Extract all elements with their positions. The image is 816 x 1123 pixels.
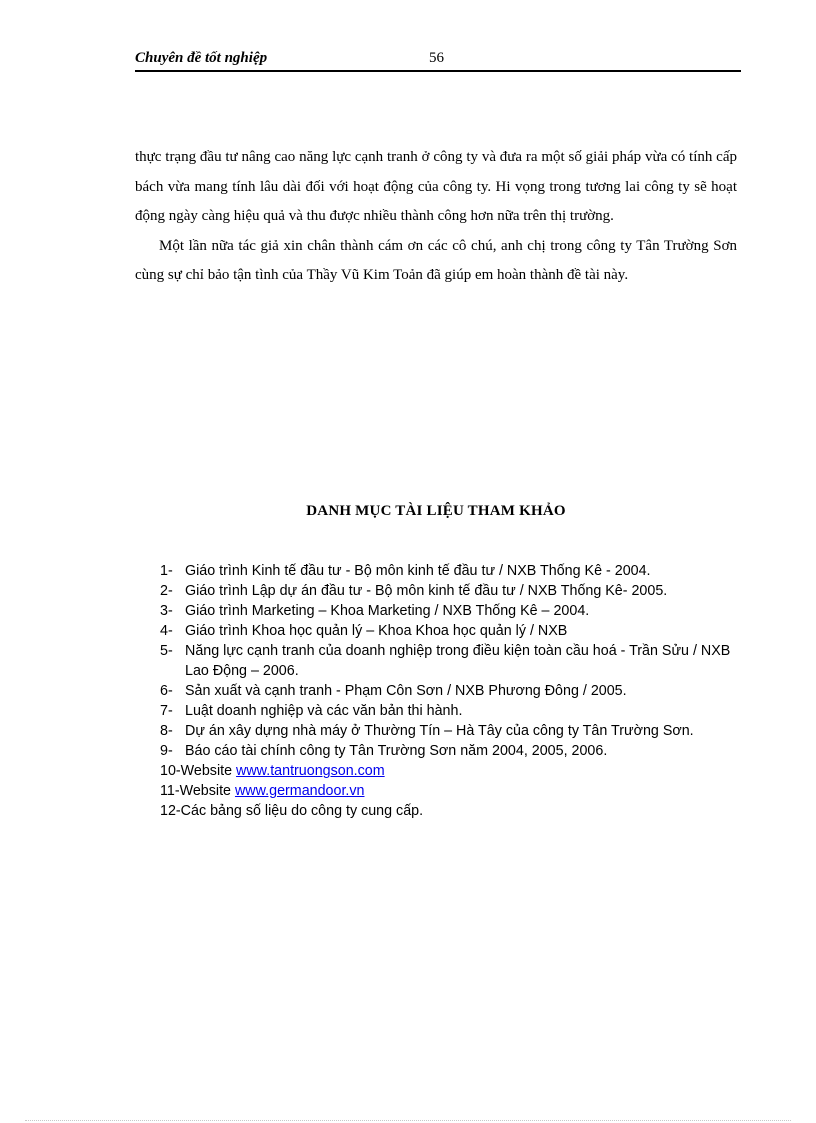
- reference-number: 11-: [160, 783, 180, 799]
- reference-text: Báo cáo tài chính công ty Tân Trường Sơn năm 2004, 2005, 2006.: [185, 743, 608, 759]
- reference-text: Các bảng số liệu do công ty cung cấp.: [180, 803, 424, 819]
- references-heading: DANH MỤC TÀI LIỆU THAM KHẢO: [306, 503, 566, 519]
- reference-item: [160, 621, 750, 641]
- reference-number: 12-: [160, 803, 181, 819]
- reference-number: 3-: [160, 603, 173, 619]
- reference-text: Giáo trình Marketing – Khoa Marketing / NXB Thống Kê – 2004.: [185, 603, 590, 619]
- reference-number: 4-: [160, 623, 173, 639]
- reference-number: 2-: [160, 583, 173, 599]
- body-text: [135, 143, 737, 291]
- page-bottom-divider: [25, 1120, 791, 1121]
- reference-number: 1-: [160, 563, 173, 579]
- website-link-germandoor[interactable]: www.germandoor.vn: [234, 783, 365, 799]
- paragraph-1: thực trạng đầu tư nâng cao năng lực cạnh tranh ở công ty và đưa ra một số giải pháp vừa có tính cấp bách vừa mang tính lâu dài đối với hoạt động của công ty. Hi vọng trong tương lai công ty sẽ hoạt động ngày càng hiệu quả và thu được nhiều thành công hơn nữa trên thị trường.: [135, 149, 737, 224]
- reference-item: [160, 761, 750, 781]
- reference-item: [160, 561, 750, 581]
- reference-item: [160, 741, 750, 761]
- reference-number: 6-: [160, 683, 173, 699]
- reference-item: [160, 601, 750, 621]
- reference-number: 7-: [160, 703, 173, 719]
- reference-number: 10-: [160, 763, 181, 779]
- references-list: [160, 561, 750, 821]
- website-link-tantruongson[interactable]: www.tantruongson.com: [236, 763, 385, 779]
- reference-number: 5-: [160, 643, 173, 659]
- reference-text: Giáo trình Lập dự án đầu tư - Bộ môn kinh tế đầu tư / NXB Thống Kê- 2005.: [185, 583, 668, 599]
- reference-text: Dự án xây dựng nhà máy ở Thường Tín – Hà Tây của công ty Tân Trường Sơn.: [185, 723, 694, 739]
- header-title: Chuyên đề tốt nghiệp: [135, 50, 268, 66]
- reference-item: [160, 581, 750, 601]
- page-header: [135, 46, 741, 72]
- reference-text: Giáo trình Kinh tế đầu tư - Bộ môn kinh tế đầu tư / NXB Thống Kê - 2004.: [185, 563, 651, 579]
- page-number: 56: [429, 50, 444, 66]
- reference-number: 9-: [160, 743, 173, 759]
- reference-item: [160, 801, 750, 821]
- reference-text: Website: [179, 783, 235, 799]
- reference-text: Năng lực cạnh tranh của doanh nghiệp trong điều kiện toàn cầu hoá - Trần Sửu / NXB Lao Động – 2006.: [185, 643, 731, 679]
- reference-item: [160, 701, 750, 721]
- reference-item: [160, 721, 750, 741]
- paragraph-2: Một lần nữa tác giả xin chân thành cám ơn các cô chú, anh chị trong công ty Tân Trường Sơn cùng sự chỉ bảo tận tình của Thầy Vũ Kim Toản đã giúp em hoàn thành đề tài này.: [135, 237, 737, 283]
- reference-item: [160, 781, 750, 801]
- reference-text: Luật doanh nghiệp và các văn bản thi hành.: [185, 703, 463, 719]
- reference-text: Website: [180, 763, 237, 779]
- reference-text: Giáo trình Khoa học quản lý – Khoa Khoa học quản lý / NXB: [185, 623, 568, 639]
- reference-text: Sản xuất và cạnh tranh - Phạm Côn Sơn / NXB Phương Đông / 2005.: [185, 683, 627, 699]
- reference-item: [160, 681, 750, 701]
- reference-item: [160, 641, 750, 681]
- reference-number: 8-: [160, 723, 173, 739]
